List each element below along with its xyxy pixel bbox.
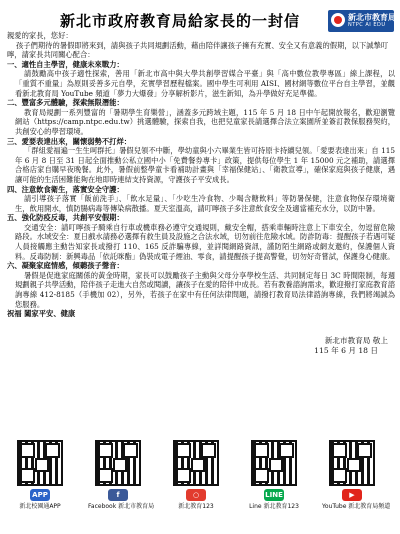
logo-mark-icon xyxy=(331,13,345,27)
section-heading: 四、注意飲食衛生，落實安全守護： xyxy=(7,184,124,194)
header xyxy=(0,6,400,32)
closing-blessing: 祝福 闔家平安、健康 xyxy=(7,309,76,319)
qr-item-facebook[interactable] xyxy=(88,440,155,510)
signature-from: 新北市教育局 敬上 xyxy=(324,336,388,345)
logo-subtitle: NTPC AI EDU xyxy=(348,22,386,28)
youtube-icon: ▶ xyxy=(342,489,362,501)
qr-code-icon[interactable] xyxy=(329,440,375,486)
qr-code-icon[interactable] xyxy=(17,440,63,486)
qr-label: YouTube 新北教育局頻道 xyxy=(322,503,391,510)
line-icon: LINE xyxy=(265,491,283,499)
section-3 xyxy=(7,137,395,185)
section-body: 教育局規劃一系列豐富的「暑期學生育樂營」，涵蓋多元跨域主題，115 年 5 月 18 日中午起開放報名，歡迎瀏覽網站（https://camp.ntpc.edu.tw）挑選體驗，探索自我，也把兒童家長請選擇合法立案園所並簽訂教保服務契約，共創安心的學習環境。 xyxy=(15,107,395,136)
section-body: 請引導孩子落實「飯前洗手」、「飲水足量」、「少吃生冷食物、少喝含糖飲料」等防暑保健，注意食物保存環境衛生，飲用開水，慎防腸病毒等傳染病散播。夏天室溫高，請叮嚀孩子多注意飲食安全及適當補充水分，以防中暑。 xyxy=(15,194,395,213)
qr-code-row xyxy=(10,440,390,530)
signature-block xyxy=(0,336,388,356)
app-icon: APP xyxy=(30,489,50,501)
intro-paragraph: 孩子們期待的暑假即將來到，請與孩子共同規劃活動，藉由陪伴讓孩子擁有充實、安全又有意義的假期，以下誠摯叮嚀，請家長共同關心配合： xyxy=(7,40,389,60)
section-4 xyxy=(7,185,395,214)
section-2 xyxy=(7,98,395,136)
letter-body xyxy=(7,31,395,319)
section-heading: 五、強化防疫反毒，共創平安假期： xyxy=(7,213,124,223)
section-heading: 二、豐富多元體驗，探索無限潛能： xyxy=(7,98,124,108)
page-title: 新北市政府教育局給家長的一封信 xyxy=(60,12,301,30)
greeting: 親愛的家長，您好： xyxy=(7,31,73,40)
qr-code-icon[interactable] xyxy=(95,440,141,486)
section-5 xyxy=(7,213,395,261)
qr-label: 新北校園通APP xyxy=(19,503,61,510)
bureau-logo xyxy=(328,10,394,32)
qr-item-youtube[interactable] xyxy=(322,440,391,510)
section-1 xyxy=(7,60,395,98)
edu123-icon: ○ xyxy=(186,489,206,501)
section-heading: 一、適性自主學習，健康未來戰力： xyxy=(7,59,124,69)
qr-code-icon[interactable] xyxy=(173,440,219,486)
signature-date: 115 年 6 月 18 日 xyxy=(314,346,378,355)
section-body: 暑假是促進家庭關係的黃金時期，家長可以鼓勵孩子主動與父母分享學校生活、共同制定每日 3C 時間限制，每週規劃親子共學活動，陪伴孩子走進大自然或閱讀，讓孩子在愛的陪伴中成長。若有教養諮詢需求，歡迎撥打家庭教育諮詢專線 412-8185（手機加 02），另外，若孩子在家中有任何法律問題，請撥打教育局法律諮詢專線，我們將竭誠為您服務。 xyxy=(15,270,395,309)
section-heading: 六、凝聚家庭情感，傾聽孩子聲音： xyxy=(7,261,124,271)
qr-label: Facebook 新北市教育局 xyxy=(88,503,155,510)
qr-code-icon[interactable] xyxy=(251,440,297,486)
facebook-icon: f xyxy=(108,489,128,501)
section-body: 請鼓勵高中孩子適性探索，善用「新北市高中與大學共創學習媒合平臺」與「高中數位教學專區」線上課程，以「重質不重量」為原則妥善多元自學，充實學習歷程檔案。國中學生可利用 AISI、國材網等數位平台自主學習，並觀看新北教育局 YouTube 頻道「夢力大爆發」分享解析影片，滋生新知，為升學做好充足準備。 xyxy=(15,69,395,98)
section-heading: 三、愛要表達出來，關懷弱勢不打烊： xyxy=(7,136,132,146)
qr-item-app[interactable] xyxy=(10,440,70,510)
qr-item-edu123[interactable] xyxy=(166,440,226,510)
logo-name: 新北市教育局 xyxy=(348,13,396,22)
qr-label: Line 新北教育123 xyxy=(249,503,299,510)
section-body: 交通安全：請叮嚀孩子騎乘自行車或機車務必遵守交通規則，戴安全帽，搭乘車輛時注意上下車安全，勿逗留危險路段。水域安全：夏日戲水請務必選擇有救生員及設施之合法水域，切勿前往危險水域。防詐防毒：提醒孩子若遇可疑人員接觸應主動告知家長或撥打 110、165 反詐騙專線，並詳閱網路資訊，謹防陌生網路或網友邀約，保護個人資料。反毒防制：新興毒品「依託咪酯」偽裝成電子煙油、零食，請提醒孩子提高警覺，切勿好奇嘗試，保護身心健康。 xyxy=(15,222,395,261)
qr-label: 新北教育123 xyxy=(178,503,214,510)
qr-item-line[interactable] xyxy=(244,440,304,510)
section-body: 「群組愛福遍一生生呵群托」暑假兒領不中斷，學幼童與小六畢業生皆可持原卡持續兒領。「愛要表達出來」自 115 年 6 月 8 日至 31 日起全面推動公私立國中小「免費餐券專卡」政策，提供每位學生 1 年 15000 元之補助，請選擇合格店家自購早夜晚餐。此外，暑假前整學童卡看補助計畫與「幸福保健站」、「衛教宣導」，確保家庭與孩子健康，遇讓可能的生活困難能夠在地即時連結支持資源，守護孩子平安成長。 xyxy=(15,146,395,184)
section-6 xyxy=(7,261,395,309)
